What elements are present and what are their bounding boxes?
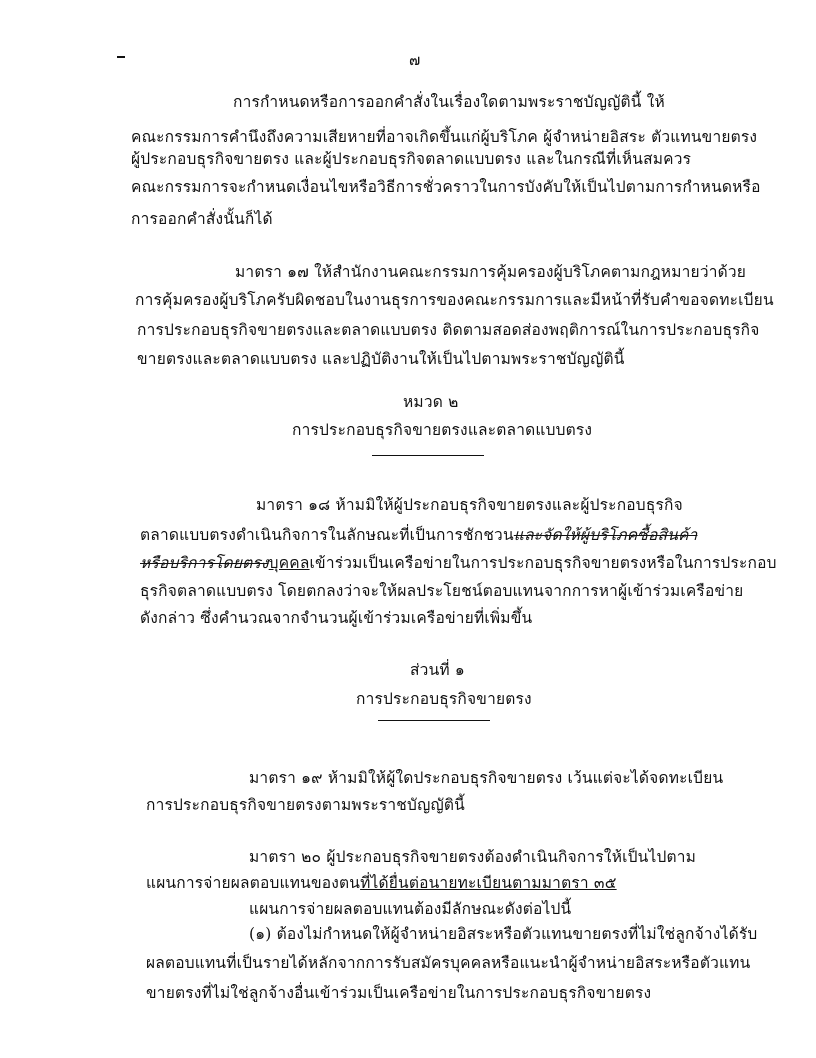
part-rule [378, 720, 490, 721]
page-number: ๗ [409, 51, 421, 69]
underlined-text: บุคคล [268, 554, 310, 572]
part-label: ส่วนที่ ๑ [410, 661, 465, 679]
paragraph-line: ผลตอบแทนที่เป็นรายได้หลักจากการรับสมัครบุคคลหรือแนะนำผู้จำหน่ายอิสระหรือตัวแทน [146, 954, 751, 972]
paragraph-line: (๑) ต้องไม่กำหนดให้ผู้จำหน่ายอิสระหรือตัวแทนขายตรงที่ไม่ใช่ลูกจ้างได้รับ [249, 925, 758, 943]
section-18-heading: มาตรา ๑๘ ห้ามมิให้ผู้ประกอบธุรกิจขายตรงและผู้ประกอบธุรกิจ [256, 496, 683, 514]
section-17-heading: มาตรา ๑๗ ให้สำนักงานคณะกรรมการคุ้มครองผู้บริโภคตามกฎหมายว่าด้วย [235, 263, 747, 281]
struck-text: และจัดให้ผู้บริโภคซื้อสินค้า [513, 526, 698, 544]
section-20-heading: มาตรา ๒๐ ผู้ประกอบธุรกิจขายตรงต้องดำเนินกิจการให้เป็นไปตาม [249, 848, 697, 866]
paragraph-line: การประกอบธุรกิจขายตรงและตลาดแบบตรง ติดตามสอดส่องพฤติการณ์ในการประกอบธุรกิจ [137, 321, 760, 339]
paragraph-line: ขายตรงและตลาดแบบตรง และปฏิบัติงานให้เป็นไปตามพระราชบัญญัตินี้ [137, 350, 625, 368]
paragraph-line: ขายตรงที่ไม่ใช่ลูกจ้างอื่นเข้าร่วมเป็นเครือข่ายในการประกอบธุรกิจขายตรง [146, 984, 652, 1002]
underlined-text: ที่ได้ยื่นต่อนายทะเบียนตามมาตรา ๓๕ [360, 874, 617, 892]
paragraph-line: คณะกรรมการคำนึงถึงความเสียหายที่อาจเกิดขึ้นแก่ผู้บริโภค ผู้จำหน่ายอิสระ ตัวแทนขายตรง [131, 128, 758, 146]
struck-text: หรือบริการโดยตรง [140, 554, 269, 572]
chapter-rule [372, 455, 484, 456]
part-title: การประกอบธุรกิจขายตรง [356, 690, 532, 708]
paragraph-line: ผู้ประกอบธุรกิจขายตรง และผู้ประกอบธุรกิจตลาดแบบตรง และในกรณีที่เห็นสมควร [131, 150, 692, 168]
paragraph-line: การออกคำสั่งนั้นก็ได้ [131, 210, 273, 228]
paragraph-line: ดังกล่าว ซึ่งคำนวณจากจำนวนผู้เข้าร่วมเครือข่ายที่เพิ่มขึ้น [140, 609, 533, 627]
text-span: ตลาดแบบตรงดำเนินกิจการในลักษณะที่เป็นการชักชวน [140, 526, 514, 544]
paragraph-line: การคุ้มครองผู้บริโภครับผิดชอบในงานธุรการของคณะกรรมการและมีหน้าที่รับคำขอจดทะเบียน [135, 291, 774, 309]
paragraph-line: แผนการจ่ายผลตอบแทนต้องมีลักษณะดังต่อไปนี้ [249, 900, 572, 918]
paragraph-line: การกำหนดหรือการออกคำสั่งในเรื่องใดตามพระราชบัญญัตินี้ ให้ [233, 93, 665, 111]
chapter-label: หมวด ๒ [403, 393, 459, 411]
chapter-title: การประกอบธุรกิจขายตรงและตลาดแบบตรง [292, 421, 593, 439]
paragraph-line [140, 553, 777, 573]
paragraph-line [140, 525, 697, 545]
text-span: เข้าร่วมเป็นเครือข่ายในการประกอบธุรกิจขายตรงหรือในการประกอบ [309, 554, 777, 572]
paragraph-line [146, 873, 617, 893]
section-19-heading: มาตรา ๑๙ ห้ามมิให้ผู้ใดประกอบธุรกิจขายตรง เว้นแต่จะได้จดทะเบียน [249, 769, 724, 787]
margin-mark [117, 56, 125, 58]
paragraph-line: ธุรกิจตลาดแบบตรง โดยตกลงว่าจะให้ผลประโยชน์ตอบแทนจากการหาผู้เข้าร่วมเครือข่าย [140, 582, 744, 600]
paragraph-line: การประกอบธุรกิจขายตรงตามพระราชบัญญัตินี้ [146, 796, 465, 814]
text-span: แผนการจ่ายผลตอบแทนของตน [146, 874, 361, 892]
paragraph-line: คณะกรรมการจะกำหนดเงื่อนไขหรือวิธีการชั่วคราวในการบังคับให้เป็นไปตามการกำหนดหรือ [131, 178, 761, 196]
